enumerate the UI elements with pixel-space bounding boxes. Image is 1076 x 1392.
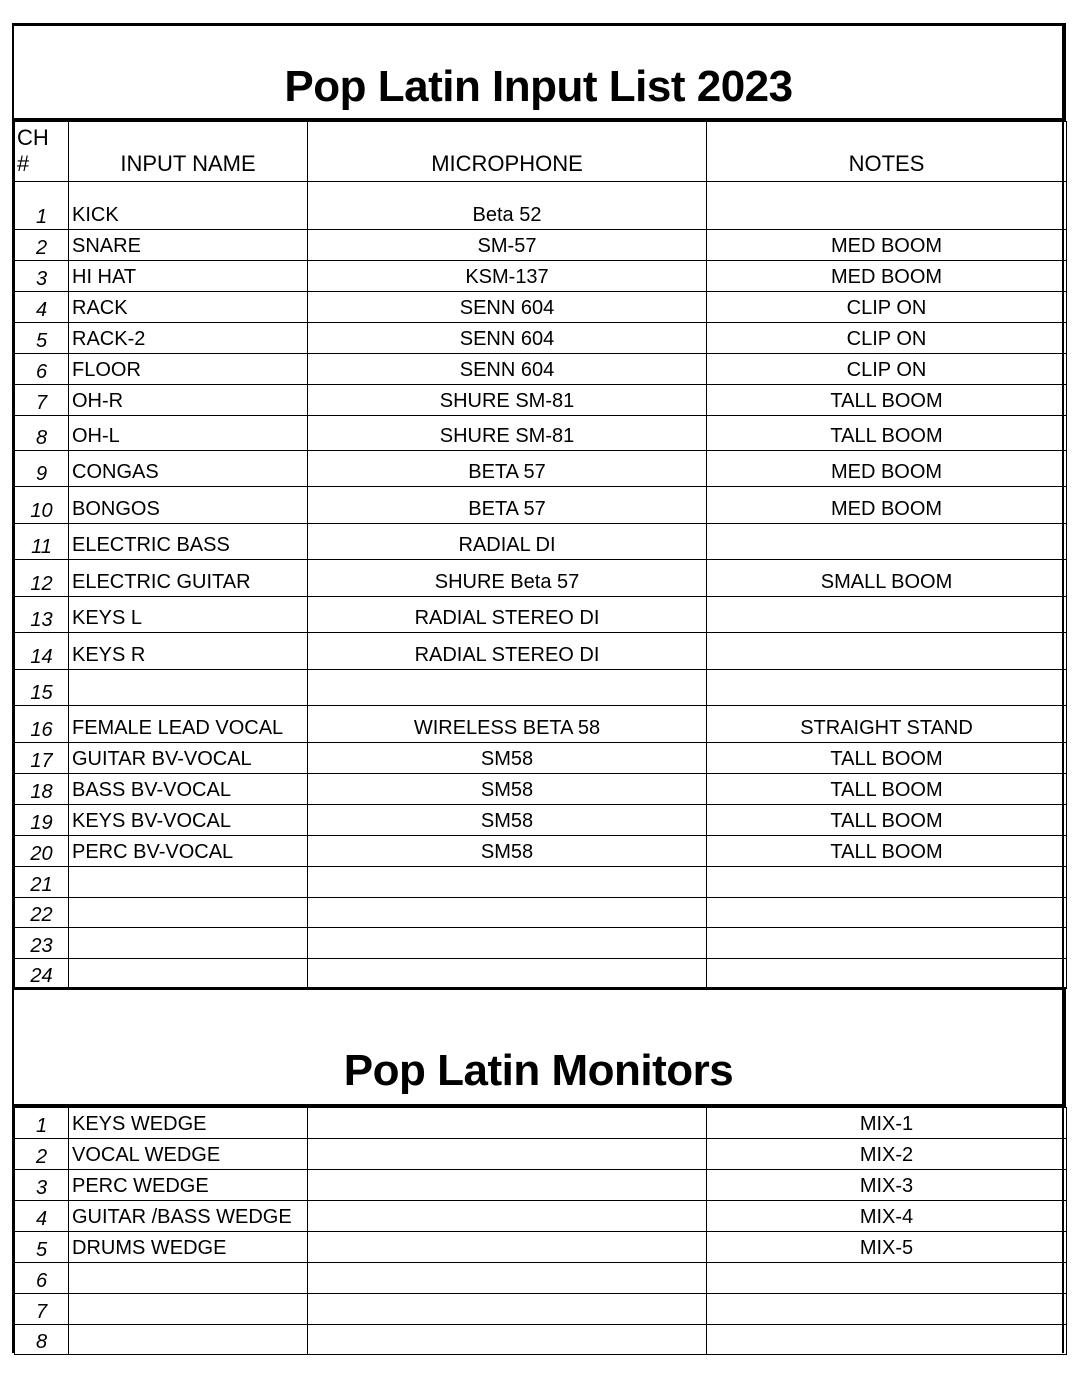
input-row [15,597,1067,633]
input-cell-input-name: FEMALE LEAD VOCAL [69,706,308,743]
input-row [15,706,1067,743]
input-list-header-row [15,122,1067,182]
monitor-row [15,1294,1067,1325]
input-cell-notes [707,959,1067,989]
input-cell-notes [707,633,1067,670]
input-cell-microphone: SM58 [308,836,707,867]
monitor-cell-channel: 8 [15,1325,69,1355]
monitor-cell-microphone [308,1294,707,1325]
input-cell-notes: TALL BOOM [707,836,1067,867]
input-cell-input-name: RACK-2 [69,323,308,354]
monitor-cell-input-name: DRUMS WEDGE [69,1232,308,1263]
input-cell-channel: 10 [15,487,69,524]
input-cell-microphone: SM58 [308,774,707,805]
input-cell-channel: 9 [15,451,69,487]
input-row [15,182,1067,230]
monitor-cell-channel: 1 [15,1108,69,1139]
input-row [15,261,1067,292]
monitor-cell-microphone [308,1201,707,1232]
input-cell-notes [707,928,1067,959]
input-row [15,560,1067,597]
input-cell-microphone: SHURE Beta 57 [308,560,707,597]
header-notes: NOTES [707,122,1067,182]
input-row [15,774,1067,805]
input-cell-microphone: SENN 604 [308,292,707,323]
input-cell-microphone: RADIAL STEREO DI [308,633,707,670]
input-row [15,292,1067,323]
input-row [15,487,1067,524]
input-cell-input-name: PERC BV-VOCAL [69,836,308,867]
input-cell-notes: TALL BOOM [707,416,1067,451]
input-cell-notes: TALL BOOM [707,385,1067,416]
monitor-cell-input-name [69,1325,308,1355]
input-cell-input-name: KEYS R [69,633,308,670]
monitor-cell-notes [707,1263,1067,1294]
input-cell-channel: 12 [15,560,69,597]
monitor-cell-notes: MIX-5 [707,1232,1067,1263]
input-cell-channel: 2 [15,230,69,261]
input-cell-microphone: Beta 52 [308,182,707,230]
input-cell-input-name: OH-L [69,416,308,451]
input-cell-input-name [69,959,308,989]
input-cell-input-name: GUITAR BV-VOCAL [69,743,308,774]
input-cell-input-name: SNARE [69,230,308,261]
input-cell-notes [707,524,1067,560]
input-cell-channel: 3 [15,261,69,292]
input-list-title-box [14,23,1066,121]
input-cell-channel: 8 [15,416,69,451]
input-cell-input-name: BASS BV-VOCAL [69,774,308,805]
monitors-title-box [14,987,1066,1107]
monitor-cell-notes: MIX-3 [707,1170,1067,1201]
input-row [15,670,1067,706]
monitor-cell-input-name: GUITAR /BASS WEDGE [69,1201,308,1232]
input-cell-notes [707,597,1067,633]
input-cell-channel: 7 [15,385,69,416]
monitor-cell-notes: MIX-1 [707,1108,1067,1139]
input-cell-microphone: SENN 604 [308,354,707,385]
monitor-cell-input-name: PERC WEDGE [69,1170,308,1201]
input-cell-notes: CLIP ON [707,323,1067,354]
input-row [15,524,1067,560]
input-cell-microphone: SM58 [308,805,707,836]
input-cell-channel: 19 [15,805,69,836]
input-cell-input-name: FLOOR [69,354,308,385]
input-cell-microphone: SHURE SM-81 [308,416,707,451]
input-list-title: Pop Latin Input List 2023 [284,62,793,111]
monitor-cell-input-name: KEYS WEDGE [69,1108,308,1139]
input-cell-notes [707,670,1067,706]
input-cell-channel: 5 [15,323,69,354]
input-row [15,867,1067,898]
input-cell-channel: 17 [15,743,69,774]
input-cell-channel: 16 [15,706,69,743]
input-row [15,451,1067,487]
input-row [15,928,1067,959]
input-cell-input-name: KEYS L [69,597,308,633]
input-cell-notes: TALL BOOM [707,805,1067,836]
input-cell-input-name: KICK [69,182,308,230]
input-cell-channel: 18 [15,774,69,805]
input-cell-input-name [69,928,308,959]
input-list-table [14,121,1067,989]
monitor-row [15,1263,1067,1294]
input-cell-input-name [69,867,308,898]
monitor-cell-channel: 4 [15,1201,69,1232]
monitor-cell-microphone [308,1108,707,1139]
monitor-cell-notes [707,1325,1067,1355]
input-list-sheet [12,23,1064,1353]
monitor-cell-microphone [308,1170,707,1201]
monitor-cell-microphone [308,1263,707,1294]
input-cell-channel: 15 [15,670,69,706]
input-cell-channel: 20 [15,836,69,867]
monitors-title: Pop Latin Monitors [343,1046,734,1095]
monitor-cell-input-name [69,1263,308,1294]
monitors-table [14,1107,1067,1355]
input-cell-channel: 13 [15,597,69,633]
input-cell-input-name: HI HAT [69,261,308,292]
input-row [15,743,1067,774]
monitor-cell-microphone [308,1325,707,1355]
monitor-cell-notes: MIX-4 [707,1201,1067,1232]
input-cell-input-name: RACK [69,292,308,323]
input-cell-input-name [69,670,308,706]
input-cell-microphone [308,928,707,959]
input-row [15,416,1067,451]
input-cell-microphone [308,898,707,928]
input-cell-channel: 21 [15,867,69,898]
input-cell-notes: TALL BOOM [707,774,1067,805]
input-cell-microphone: RADIAL STEREO DI [308,597,707,633]
input-cell-notes: CLIP ON [707,354,1067,385]
input-row [15,805,1067,836]
header-ch: CH # [15,122,69,182]
input-cell-channel: 24 [15,959,69,989]
input-cell-channel: 6 [15,354,69,385]
input-cell-channel: 23 [15,928,69,959]
input-row [15,959,1067,989]
input-cell-input-name [69,898,308,928]
input-row [15,898,1067,928]
input-cell-microphone [308,959,707,989]
input-cell-notes [707,867,1067,898]
input-cell-notes: MED BOOM [707,487,1067,524]
monitor-cell-channel: 7 [15,1294,69,1325]
input-cell-input-name: BONGOS [69,487,308,524]
input-cell-notes [707,898,1067,928]
input-cell-notes: MED BOOM [707,230,1067,261]
input-row [15,323,1067,354]
monitor-cell-channel: 2 [15,1139,69,1170]
input-cell-notes: MED BOOM [707,451,1067,487]
input-cell-notes: STRAIGHT STAND [707,706,1067,743]
monitor-row [15,1325,1067,1355]
input-cell-input-name: CONGAS [69,451,308,487]
monitor-row [15,1170,1067,1201]
monitor-cell-channel: 5 [15,1232,69,1263]
input-cell-microphone: KSM-137 [308,261,707,292]
input-cell-input-name: OH-R [69,385,308,416]
monitor-cell-notes [707,1294,1067,1325]
input-cell-notes: CLIP ON [707,292,1067,323]
monitor-cell-microphone [308,1232,707,1263]
input-cell-channel: 14 [15,633,69,670]
input-cell-microphone: SM-57 [308,230,707,261]
input-cell-notes: SMALL BOOM [707,560,1067,597]
header-input-name: INPUT NAME [69,122,308,182]
input-cell-microphone: BETA 57 [308,487,707,524]
input-cell-microphone: SM58 [308,743,707,774]
header-microphone: MICROPHONE [308,122,707,182]
input-row [15,354,1067,385]
input-cell-microphone: SHURE SM-81 [308,385,707,416]
monitor-row [15,1108,1067,1139]
input-cell-channel: 11 [15,524,69,560]
monitor-cell-notes: MIX-2 [707,1139,1067,1170]
input-cell-microphone [308,670,707,706]
input-cell-microphone: RADIAL DI [308,524,707,560]
input-row [15,385,1067,416]
input-cell-microphone: BETA 57 [308,451,707,487]
monitor-cell-input-name [69,1294,308,1325]
input-cell-notes: TALL BOOM [707,743,1067,774]
input-row [15,633,1067,670]
input-cell-channel: 4 [15,292,69,323]
monitor-cell-microphone [308,1139,707,1170]
monitor-cell-channel: 6 [15,1263,69,1294]
monitor-row [15,1232,1067,1263]
input-cell-channel: 22 [15,898,69,928]
input-cell-input-name: KEYS BV-VOCAL [69,805,308,836]
input-cell-notes [707,182,1067,230]
input-cell-microphone [308,867,707,898]
input-cell-channel: 1 [15,182,69,230]
input-cell-microphone: WIRELESS BETA 58 [308,706,707,743]
monitor-cell-input-name: VOCAL WEDGE [69,1139,308,1170]
monitor-row [15,1139,1067,1170]
input-row [15,230,1067,261]
monitor-row [15,1201,1067,1232]
input-cell-input-name: ELECTRIC BASS [69,524,308,560]
input-cell-notes: MED BOOM [707,261,1067,292]
input-cell-input-name: ELECTRIC GUITAR [69,560,308,597]
input-cell-microphone: SENN 604 [308,323,707,354]
monitor-cell-channel: 3 [15,1170,69,1201]
input-row [15,836,1067,867]
